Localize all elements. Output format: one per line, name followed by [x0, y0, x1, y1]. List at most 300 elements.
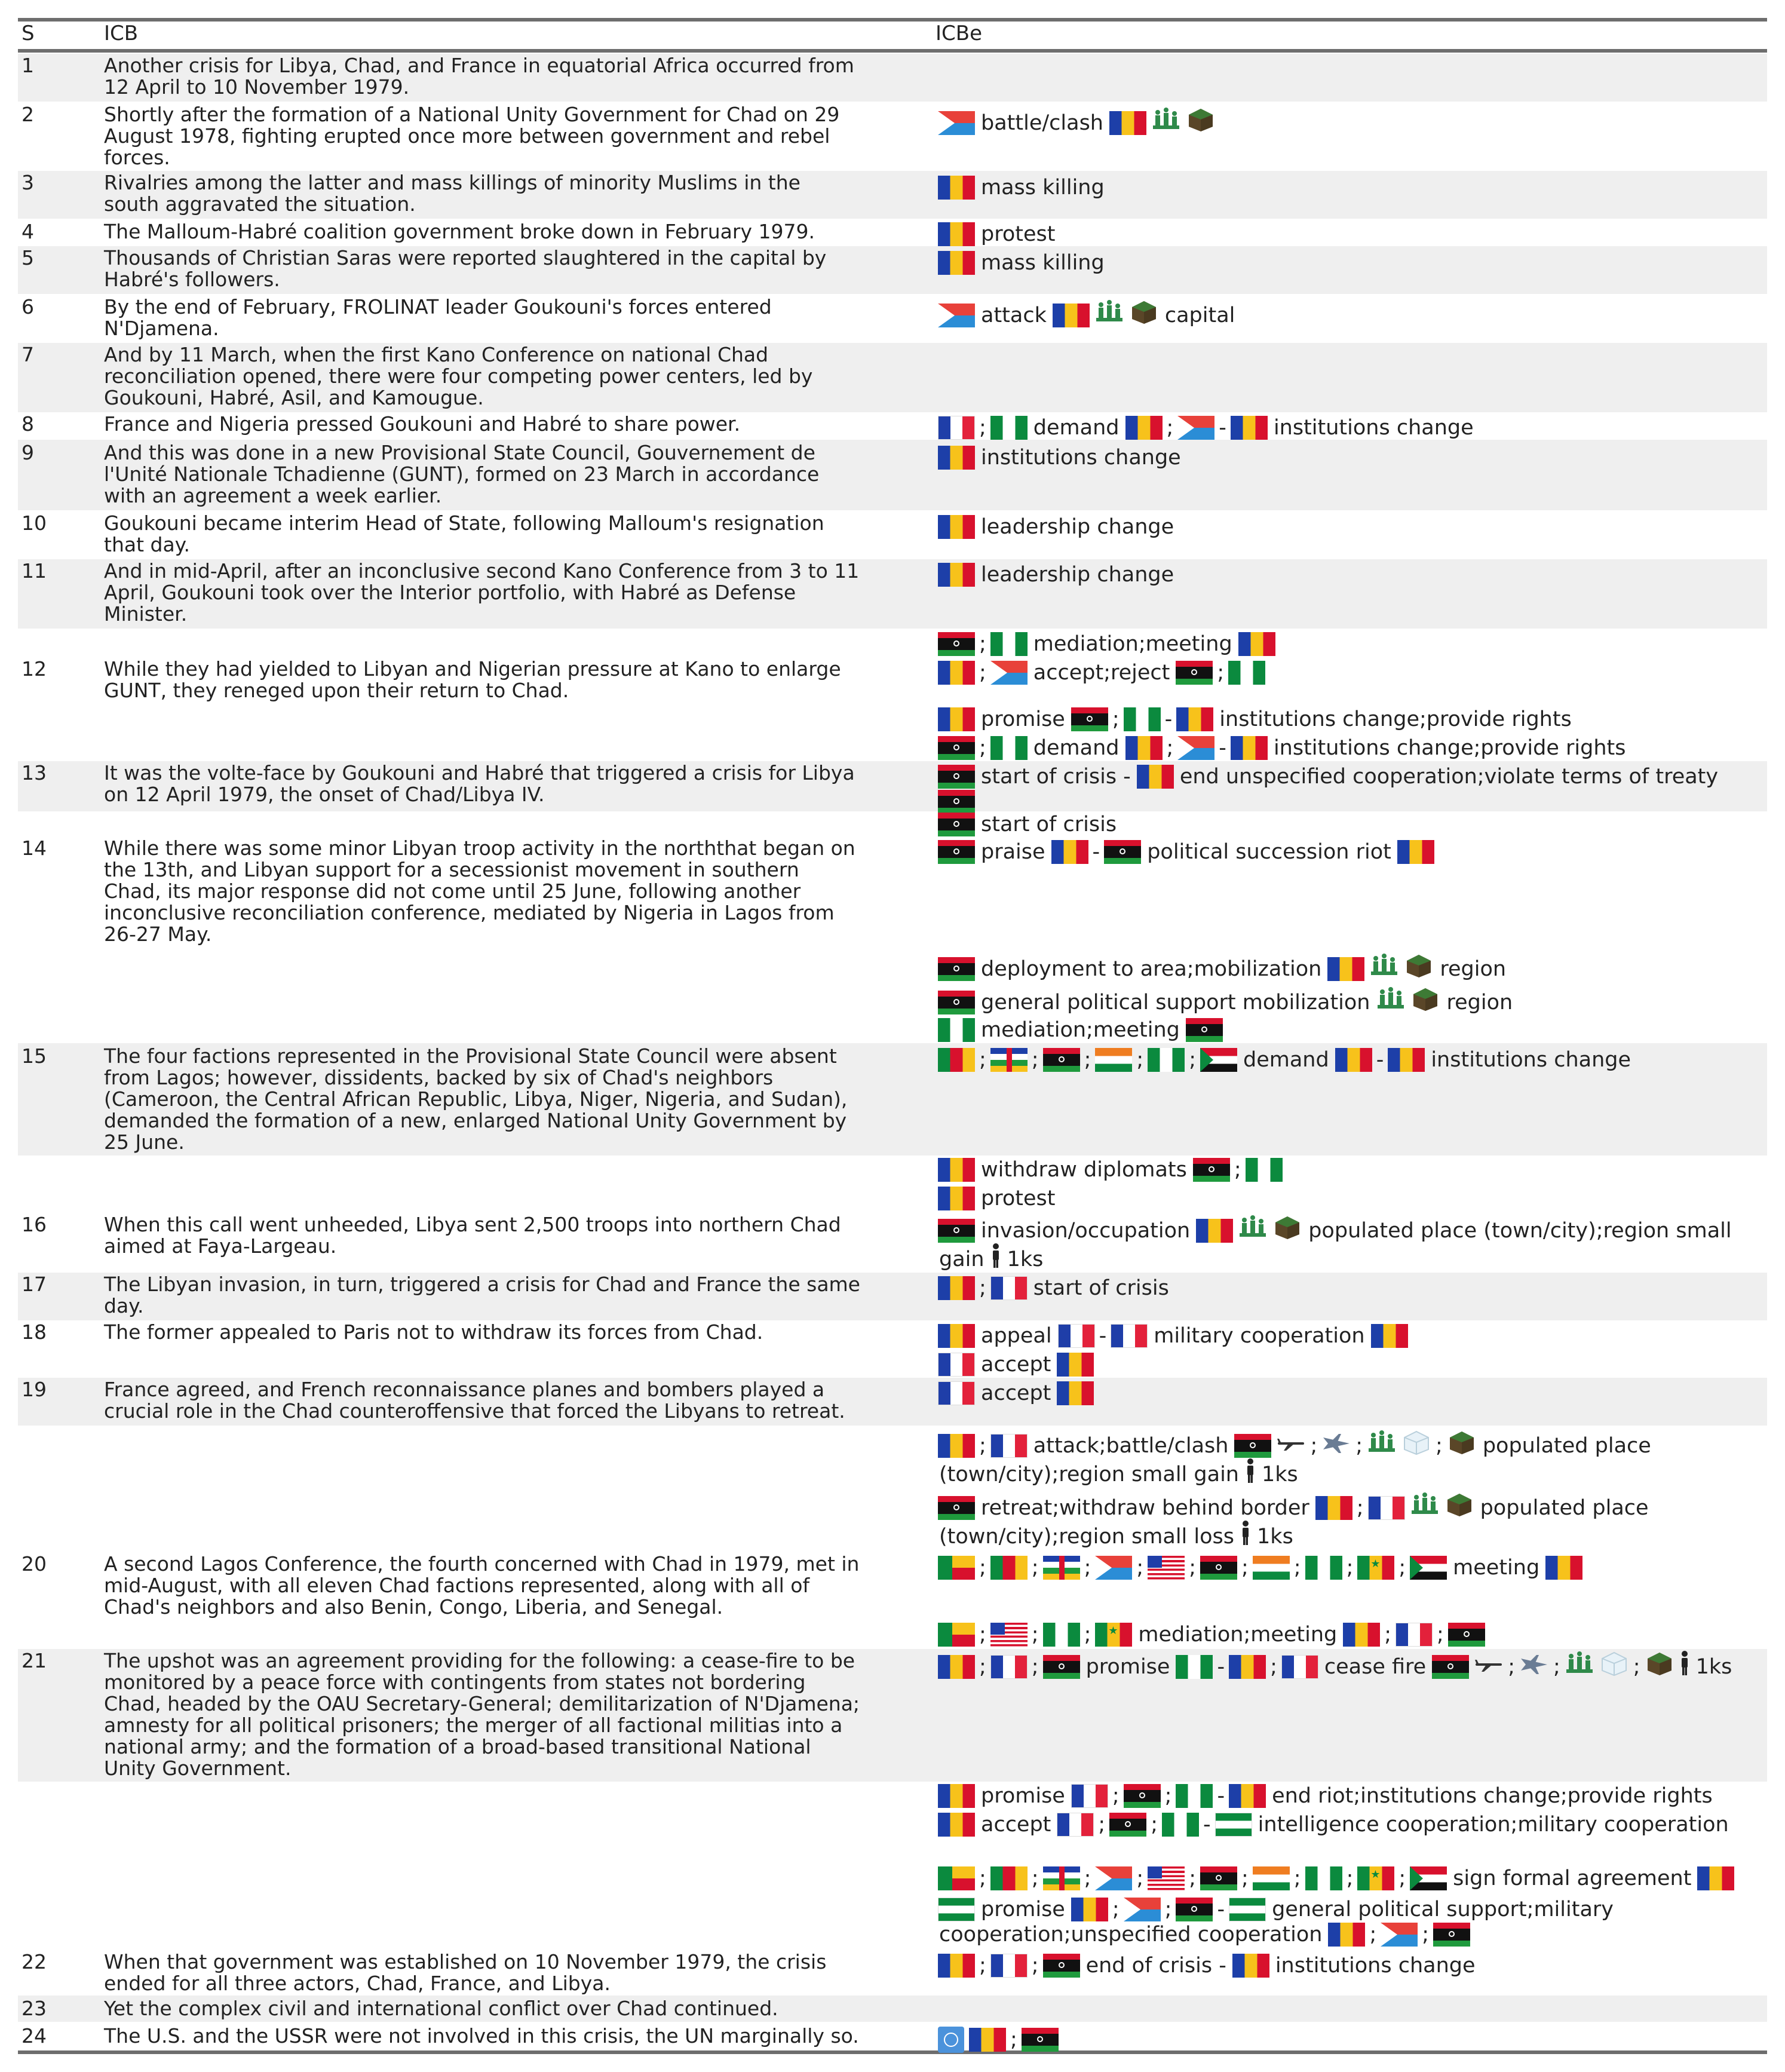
- icbe-event-line: [936, 106, 1218, 140]
- niger-flag-icon: [1253, 1866, 1290, 1890]
- libya-flag-icon: [1200, 1556, 1237, 1580]
- icb-sentence-line: GUNT, they reneged upon their return to Chad.: [104, 679, 569, 702]
- frolinat-flag-icon: [1124, 1898, 1161, 1921]
- cameroon-flag-icon: [938, 1048, 975, 1072]
- row-number: 22: [22, 1950, 47, 1973]
- france-flag-icon: [1281, 1655, 1318, 1679]
- event-label: start of crisis -: [981, 765, 1131, 789]
- nigeria-flag-icon: [1162, 1813, 1199, 1837]
- icb-sentence-line: (Cameroon, the Central African Republic, Libya, Niger, Nigeria, and Sudan),: [104, 1087, 848, 1111]
- separator: ;: [1633, 1655, 1640, 1679]
- libya-flag-icon: [1104, 840, 1141, 864]
- france-flag-icon: [1057, 1813, 1094, 1837]
- libya-flag-icon: [938, 765, 975, 789]
- icb-sentence: [104, 513, 824, 556]
- libya-flag-icon: [1176, 1898, 1213, 1921]
- france-flag-icon: [990, 1276, 1028, 1300]
- icb-sentence: [104, 560, 859, 625]
- nigeria-flag-icon: [990, 632, 1028, 656]
- row-number: 3: [22, 171, 34, 194]
- row-number: 7: [22, 343, 34, 366]
- icb-sentence-line: While they had yielded to Libyan and Nigerian pressure at Kano to enlarge: [104, 657, 841, 681]
- icbe-event-line: [936, 1864, 1737, 1892]
- chad-flag-icon: [938, 707, 975, 731]
- icb-sentence-line: April, Goukouni took over the Interior portfolio, with Habré as Defense: [104, 581, 796, 604]
- separator: ;: [1031, 1048, 1039, 1072]
- benin-flag-icon: [938, 1556, 975, 1580]
- person-icon: [1240, 1520, 1252, 1553]
- icbe-event-line: [936, 1520, 1297, 1553]
- drone-icon: [1473, 1650, 1504, 1684]
- icbe-event-line: [936, 560, 1177, 589]
- separator: ;: [1084, 1623, 1091, 1647]
- event-label: 1ks: [1007, 1248, 1044, 1271]
- france-flag-icon: [1071, 1784, 1108, 1808]
- separator: ;: [1217, 661, 1225, 685]
- chad-flag-icon: [938, 1954, 975, 1978]
- icb-sentence-line: inconclusive reconciliation conference, mediated by Nigeria in Lagos from: [104, 901, 835, 924]
- event-label: institutions change;provide rights: [1219, 707, 1572, 731]
- separator: ;: [1241, 1866, 1249, 1890]
- libya-flag-icon: [1071, 707, 1108, 731]
- event-label: praise: [981, 840, 1045, 864]
- france-flag-icon: [1396, 1623, 1433, 1647]
- france-flag-icon: [938, 1353, 975, 1377]
- frolinat-flag-icon: [938, 111, 975, 135]
- icb-sentence-line: France agreed, and French reconnaissance planes and bombers played a: [104, 1378, 825, 1401]
- icb-sentence-line: amnesty for all political prisoners; the merger of all factional militias into a: [104, 1714, 843, 1737]
- chad-flag-icon: [938, 1813, 975, 1837]
- event-label: demand: [1033, 416, 1120, 440]
- france-flag-icon: [1368, 1496, 1405, 1520]
- frolinat-flag-icon: [990, 661, 1028, 685]
- chad-flag-icon: [1196, 1219, 1233, 1243]
- icbe-event-line: [936, 762, 1722, 790]
- chad-flag-icon: [938, 251, 975, 275]
- event-label: promise: [981, 707, 1065, 731]
- icb-sentence-line: The upshot was an agreement providing for the following: a cease-fire to be: [104, 1649, 855, 1672]
- icb-sentence: [104, 442, 819, 507]
- land-icon: [1185, 106, 1216, 140]
- icb-sentence-line: Chad, its major response did not come until 25 June, following another: [104, 879, 801, 903]
- icb-sentence-line: When that government was established on 10 November 1979, the crisis: [104, 1950, 827, 1973]
- libya-flag-icon: [938, 991, 975, 1014]
- nigeria-flag-icon: [1176, 1784, 1213, 1808]
- row-number: 17: [22, 1273, 47, 1296]
- separator: ;: [979, 632, 986, 656]
- event-label: populated place: [1482, 1434, 1651, 1458]
- row-number: 1: [22, 54, 34, 77]
- icb-sentence-line: And in mid-April, after an inconclusive second Kano Conference from 3 to 11: [104, 559, 860, 583]
- icb-sentence-line: Rivalries among the latter and mass killings of minority Muslims in the: [104, 171, 801, 194]
- libya-flag-icon: [1193, 1158, 1230, 1182]
- icb-sentence-line: day.: [104, 1294, 144, 1317]
- separator: -: [1217, 1898, 1225, 1921]
- icb-sentence-line: The four factions represented in the Provisional State Council were absent: [104, 1044, 837, 1068]
- united-nations-flag-icon: [938, 2027, 964, 2053]
- event-label: start of crisis: [1033, 1276, 1169, 1300]
- icbe-event-line: [936, 413, 1477, 442]
- event-label: demand: [1243, 1048, 1329, 1072]
- land-icon: [1410, 986, 1441, 1019]
- separator: ;: [1112, 1898, 1120, 1921]
- separator: ;: [979, 1276, 986, 1300]
- icbe-event-line: [936, 513, 1177, 541]
- event-label: start of crisis: [981, 813, 1117, 836]
- separator: ;: [979, 1434, 986, 1458]
- nigeria-flag-icon: [1148, 1048, 1185, 1072]
- icb-sentence-line: forces.: [104, 146, 170, 169]
- separator: ;: [979, 736, 986, 760]
- france-flag-icon: [938, 416, 975, 440]
- icb-sentence-line: N'Djamena.: [104, 317, 219, 340]
- separator: ;: [1084, 1866, 1091, 1890]
- chad-flag-icon: [1051, 840, 1088, 864]
- libya-flag-icon: [1022, 2028, 1059, 2052]
- icbe-event-line: [936, 1155, 1285, 1184]
- peace-force-flag-icon: [1215, 1813, 1252, 1837]
- france-flag-icon: [1111, 1324, 1148, 1348]
- separator: ;: [1369, 1923, 1377, 1947]
- event-label: accept;reject: [1033, 661, 1170, 685]
- france-flag-icon: [938, 1381, 975, 1405]
- libya-flag-icon: [1432, 1655, 1469, 1679]
- chad-flag-icon: [938, 1276, 975, 1300]
- chad-flag-icon: [1109, 111, 1146, 135]
- icb-sentence: [104, 762, 855, 805]
- nigeria-flag-icon: [1246, 1158, 1283, 1182]
- icb-sentence: [104, 658, 841, 701]
- icb-sentence-line: aimed at Faya-Largeau.: [104, 1234, 337, 1258]
- peace-force-flag-icon: [938, 1898, 975, 1921]
- separator: ;: [1112, 1784, 1120, 1808]
- nigeria-flag-icon: [938, 1018, 975, 1042]
- row-number: 15: [22, 1044, 47, 1068]
- chad-flag-icon: [938, 661, 975, 685]
- libya-flag-icon: [1433, 1923, 1470, 1947]
- chad-flag-icon: [1397, 840, 1434, 864]
- nigeria-flag-icon: [990, 416, 1028, 440]
- libya-flag-icon: [1234, 1434, 1271, 1458]
- icb-sentence: [104, 1274, 860, 1317]
- event-label: mass killing: [981, 176, 1105, 200]
- event-label: general political support;military: [1272, 1898, 1614, 1921]
- libya-flag-icon: [938, 736, 975, 760]
- header-s: S: [22, 22, 35, 45]
- icbe-event-line: [936, 1920, 1473, 1948]
- nigeria-flag-icon: [990, 736, 1028, 760]
- row-number: 12: [22, 657, 47, 681]
- troops-icon: [1366, 1429, 1397, 1463]
- frolinat-flag-icon: [1095, 1556, 1132, 1580]
- icb-sentence-line: 12 April to 10 November 1979.: [104, 75, 410, 99]
- icb-sentence-line: When this call went unheeded, Libya sent 2,500 troops into northern Chad: [104, 1213, 841, 1236]
- separator: -: [1217, 1784, 1225, 1808]
- benin-flag-icon: [938, 1623, 975, 1647]
- event-label: protest: [981, 222, 1056, 246]
- troops-icon: [1151, 106, 1182, 140]
- icb-sentence-line: monitored by a peace force with contingents from states not bordering: [104, 1671, 806, 1694]
- chad-flag-icon: [1371, 1324, 1408, 1348]
- libya-flag-icon: [938, 632, 975, 656]
- row-number: 2: [22, 103, 34, 126]
- separator: ;: [1356, 1496, 1364, 1520]
- chad-flag-icon: [938, 1784, 975, 1808]
- separator: ;: [1384, 1623, 1392, 1647]
- icb-sentence-line: And by 11 March, when the first Kano Conference on national Chad: [104, 343, 769, 366]
- libya-flag-icon: [1043, 1655, 1080, 1679]
- airspace-icon: [1599, 1650, 1630, 1684]
- niger-flag-icon: [1095, 1048, 1132, 1072]
- separator: ;: [1189, 1866, 1196, 1890]
- frolinat-flag-icon: [938, 304, 975, 327]
- person-icon: [990, 1243, 1002, 1276]
- header-rule: [18, 49, 1767, 53]
- chad-flag-icon: [1231, 736, 1268, 760]
- separator: ;: [1508, 1655, 1515, 1679]
- libya-flag-icon: [1043, 1048, 1080, 1072]
- row-number: 18: [22, 1320, 47, 1344]
- event-label: demand: [1033, 736, 1120, 760]
- event-label: institutions change: [1273, 416, 1474, 440]
- separator: ;: [979, 1954, 986, 1978]
- separator: ;: [1310, 1434, 1318, 1458]
- chad-flag-icon: [1232, 1954, 1269, 1978]
- event-label: accept: [981, 1353, 1051, 1377]
- row-number: 24: [22, 2024, 47, 2048]
- event-label: gain: [939, 1248, 984, 1271]
- separator: ;: [979, 661, 986, 685]
- event-label: end riot;institutions change;provide rights: [1272, 1784, 1713, 1808]
- icb-sentence-line: mid-August, with all eleven Chad factions represented, along with all of: [104, 1574, 810, 1597]
- icbe-event-line: [936, 952, 1510, 986]
- icb-sentence-line: Another crisis for Libya, Chad, and France in equatorial Africa occurred from: [104, 54, 854, 77]
- separator: ;: [1436, 1434, 1443, 1458]
- troops-icon: [1409, 1491, 1440, 1525]
- land-icon: [1644, 1650, 1675, 1684]
- icb-sentence-line: France and Nigeria pressed Goukouni and Habré to share power.: [104, 412, 741, 436]
- icb-sentence-line: Unity Government.: [104, 1757, 292, 1780]
- chad-flag-icon: [1071, 1898, 1108, 1921]
- nigeria-flag-icon: [1228, 661, 1265, 685]
- icb-sentence: [104, 296, 772, 339]
- icbe-event-line: [936, 1274, 1173, 1302]
- event-label: institutions change: [1431, 1048, 1631, 1072]
- event-label: promise: [1085, 1655, 1170, 1679]
- land-icon: [1403, 952, 1434, 986]
- separator: ;: [1151, 1813, 1158, 1837]
- row-number: 16: [22, 1213, 47, 1236]
- icb-sentence: [104, 221, 815, 243]
- event-label: leadership change: [981, 515, 1174, 539]
- event-label: accept: [981, 1381, 1051, 1405]
- row-number: 14: [22, 836, 47, 860]
- troops-icon: [1564, 1650, 1595, 1684]
- event-label: populated place: [1480, 1496, 1649, 1520]
- icb-sentence: [104, 1650, 860, 1779]
- top-rule: [18, 18, 1767, 22]
- chad-flag-icon: [1229, 1784, 1266, 1808]
- chad-flag-icon: [938, 1187, 975, 1210]
- event-label: end of crisis -: [1085, 1954, 1226, 1978]
- separator: ;: [1270, 1655, 1277, 1679]
- separator: -: [1203, 1813, 1211, 1837]
- icb-sentence-line: ended for all three actors, Chad, France, and Libya.: [104, 1972, 611, 1995]
- icbe-event-line: [936, 249, 1108, 277]
- libya-flag-icon: [1109, 1813, 1146, 1837]
- chad-flag-icon: [1238, 632, 1275, 656]
- icb-sentence-line: Goukouni became interim Head of State, following Malloum's resignation: [104, 511, 824, 535]
- event-label: leadership change: [981, 563, 1174, 587]
- separator: ;: [1136, 1866, 1144, 1890]
- separator: ;: [1398, 1866, 1406, 1890]
- separator: ;: [1241, 1556, 1249, 1580]
- row-number: 9: [22, 441, 34, 464]
- icbe-event-line: [936, 443, 1185, 471]
- chad-flag-icon: [938, 1158, 975, 1182]
- separator: ;: [1189, 1556, 1196, 1580]
- nigeria-flag-icon: [1305, 1866, 1342, 1890]
- airspace-icon: [1401, 1429, 1432, 1463]
- row-number: 10: [22, 511, 47, 535]
- icbe-event-line: [936, 1553, 1585, 1581]
- senegal-flag-icon: [1095, 1623, 1132, 1647]
- libya-flag-icon: [1200, 1866, 1237, 1890]
- icbe-event-line: [936, 630, 1278, 658]
- nigeria-flag-icon: [1124, 707, 1161, 731]
- event-label: attack: [981, 304, 1047, 327]
- separator: ;: [1293, 1556, 1301, 1580]
- icbe-event-line: [936, 658, 1268, 686]
- icb-sentence: [104, 55, 854, 98]
- event-label: protest: [981, 1187, 1056, 1210]
- event-label: battle/clash: [981, 111, 1103, 135]
- icb-sentence: [104, 247, 826, 290]
- sudan-flag-icon: [1410, 1866, 1447, 1890]
- icb-sentence-line: It was the volte-face by Goukouni and Habré that triggered a crisis for Libya: [104, 761, 855, 784]
- troops-icon: [1094, 299, 1125, 332]
- event-label: institutions change: [1275, 1954, 1476, 1978]
- icb-sentence-line: 26-27 May.: [104, 922, 212, 946]
- row-number: 11: [22, 559, 47, 583]
- separator: ;: [1398, 1556, 1406, 1580]
- icb-sentence: [104, 1046, 847, 1153]
- row-number: 20: [22, 1552, 47, 1576]
- icb-sentence-line: While there was some minor Libyan troop activity in the norththat began on: [104, 836, 855, 860]
- icbe-event-line: [936, 1782, 1716, 1810]
- libya-flag-icon: [938, 1219, 975, 1243]
- icb-sentence: [104, 838, 855, 945]
- separator: ;: [1166, 736, 1174, 760]
- niger-flag-icon: [1253, 1556, 1290, 1580]
- chad-flag-icon: [1125, 416, 1163, 440]
- event-label: region: [1446, 991, 1513, 1014]
- france-flag-icon: [990, 1434, 1028, 1458]
- separator: ;: [979, 1655, 986, 1679]
- icbe-event-line: [936, 299, 1238, 332]
- separator: ;: [1293, 1866, 1301, 1890]
- event-label: deployment to area;mobilization: [981, 957, 1322, 981]
- libya-flag-icon: [1176, 661, 1213, 685]
- icb-sentence-line: Yet the complex civil and international conflict over Chad continued.: [104, 1997, 778, 2020]
- event-label: end unspecified cooperation;violate terms of treaty: [1179, 765, 1719, 789]
- event-label: promise: [981, 1784, 1065, 1808]
- separator: ;: [1136, 1556, 1144, 1580]
- icb-sentence-line: The U.S. and the USSR were not involved in this crisis, the UN marginally so.: [104, 2024, 859, 2048]
- icbe-event-line: [936, 1810, 1732, 1838]
- separator: ;: [1553, 1655, 1560, 1679]
- icbe-event-line: [936, 1650, 1735, 1684]
- event-label: appeal: [981, 1324, 1052, 1348]
- event-label: institutions change;provide rights: [1273, 736, 1626, 760]
- benin-flag-icon: [938, 1866, 975, 1890]
- icb-sentence-line: The Malloum-Habré coalition government broke down in February 1979.: [104, 220, 815, 243]
- person-icon: [1679, 1650, 1691, 1684]
- libya-flag-icon: [1124, 1784, 1161, 1808]
- icb-sentence-line: that day.: [104, 533, 190, 556]
- row-number: 6: [22, 295, 34, 318]
- icbe-event-line: [936, 220, 1059, 248]
- land-icon: [1128, 299, 1160, 332]
- icbe-event-line: [936, 986, 1516, 1019]
- liberia-flag-icon: [1148, 1556, 1185, 1580]
- separator: ;: [1031, 1623, 1039, 1647]
- icbe-event-line: [936, 838, 1437, 866]
- libya-flag-icon: [1043, 1954, 1080, 1978]
- event-label: general political support mobilization: [981, 991, 1370, 1014]
- separator: ;: [979, 416, 986, 440]
- separator: -: [1219, 416, 1226, 440]
- person-icon: [1244, 1458, 1256, 1491]
- event-label: accept: [981, 1813, 1051, 1837]
- chad-flag-icon: [1315, 1496, 1352, 1520]
- icb-sentence: [104, 1998, 778, 2019]
- separator: ;: [1112, 707, 1120, 731]
- chad-flag-icon: [1137, 765, 1174, 789]
- icbe-event-line: [936, 810, 1120, 838]
- row-number: 4: [22, 220, 34, 243]
- icbe-event-line: [936, 1184, 1059, 1212]
- chad-flag-icon: [1231, 416, 1268, 440]
- row-number: 13: [22, 761, 47, 784]
- chad-flag-icon: [1057, 1381, 1094, 1405]
- cameroon-flag-icon: [990, 1866, 1028, 1890]
- separator: ;: [1031, 1954, 1039, 1978]
- icb-sentence-line: l'Unité Nationale Tchadienne (GUNT), formed on 23 March in accordance: [104, 462, 820, 486]
- icb-sentence-line: crucial role in the Chad counteroffensive that forced the Libyans to retreat.: [104, 1399, 845, 1423]
- peace-force-flag-icon: [1229, 1898, 1266, 1921]
- central-african-republic-flag-icon: [1043, 1866, 1080, 1890]
- event-label: populated place (town/city);region small: [1308, 1219, 1732, 1243]
- liberia-flag-icon: [1148, 1866, 1185, 1890]
- icb-sentence-line: Chad, headed by the OAU Secretary-General; demilitarization of N'Djamena;: [104, 1692, 860, 1715]
- icb-sentence-line: A second Lagos Conference, the fourth concerned with Chad in 1979, met in: [104, 1552, 860, 1576]
- icb-sentence: [104, 104, 839, 168]
- chad-flag-icon: [1327, 957, 1364, 981]
- separator: -: [1376, 1048, 1384, 1072]
- event-label: invasion/occupation: [981, 1219, 1191, 1243]
- event-label: retreat;withdraw behind border: [981, 1496, 1309, 1520]
- cameroon-flag-icon: [990, 1556, 1028, 1580]
- france-flag-icon: [990, 1954, 1028, 1978]
- chad-flag-icon: [1053, 304, 1090, 327]
- separator: ;: [1031, 1655, 1039, 1679]
- chad-flag-icon: [938, 563, 975, 587]
- event-label: (town/city);region small gain: [939, 1463, 1239, 1486]
- libya-flag-icon: [938, 957, 975, 981]
- event-label: institutions change: [981, 446, 1181, 470]
- chad-flag-icon: [1545, 1556, 1582, 1580]
